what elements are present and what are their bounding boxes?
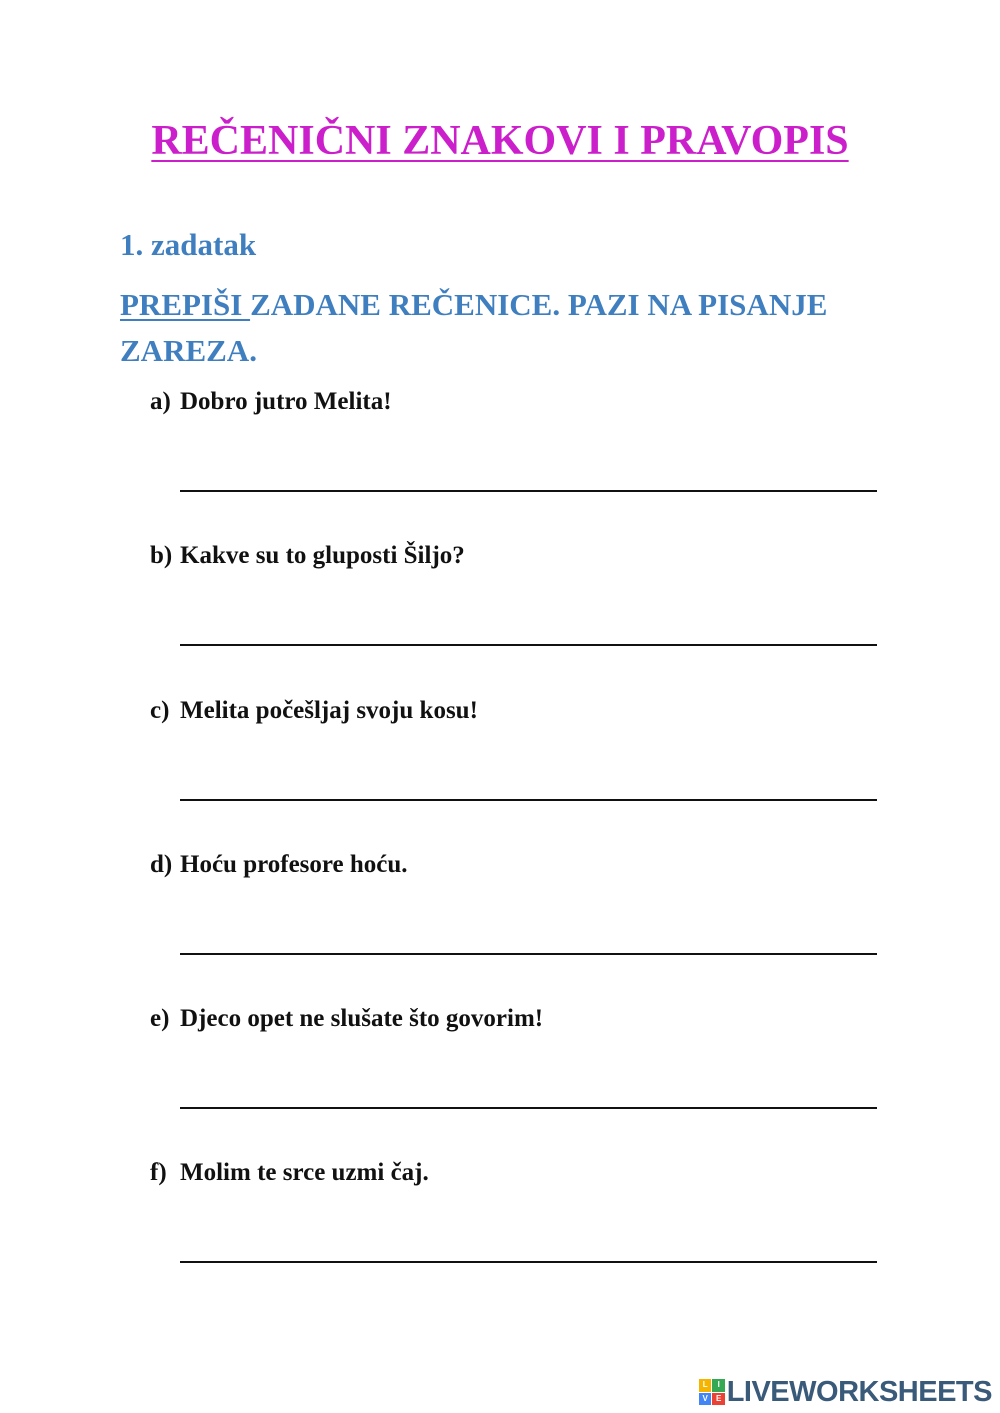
answer-line-a[interactable]: [180, 490, 877, 492]
liveworksheets-logo-icon: L I V E: [699, 1379, 725, 1405]
sentence-text: Molim te srce uzmi čaj.: [180, 1159, 429, 1186]
answer-line-f[interactable]: [180, 1261, 877, 1263]
sentence-text: Dobro jutro Melita!: [180, 388, 392, 415]
sentence-letter: e): [150, 1005, 170, 1032]
answer-line-c[interactable]: [180, 799, 877, 801]
instruction-rest: ZADANE REČENICE. PAZI NA PISANJE ZAREZA.: [120, 287, 828, 368]
sentence-text: Melita počešljaj svoju kosu!: [180, 697, 478, 724]
sentence-letter: b): [150, 542, 173, 569]
sentence-c: [150, 696, 478, 726]
sentence-text: Djeco opet ne slušate što govorim!: [180, 1005, 544, 1032]
task-instruction: [120, 282, 900, 374]
sentence-text: Kakve su to gluposti Šiljo?: [180, 542, 465, 569]
sentence-letter: a): [150, 388, 171, 415]
sentence-d: [150, 850, 408, 880]
answer-line-b[interactable]: [180, 644, 877, 646]
task-label: 1. zadatak: [120, 227, 257, 262]
answer-line-d[interactable]: [180, 953, 877, 955]
liveworksheets-brand: [699, 1377, 992, 1407]
page-title: [0, 118, 1000, 164]
answer-line-e[interactable]: [180, 1107, 877, 1109]
sentence-letter: d): [150, 851, 173, 878]
sentence-text: Hoću profesore hoću.: [180, 851, 408, 878]
page-title-text: REČENIČNI ZNAKOVI I PRAVOPIS: [151, 118, 849, 164]
sentence-a: [150, 387, 392, 417]
instruction-underlined: PREPIŠI: [120, 287, 251, 322]
sentence-letter: f): [150, 1159, 167, 1186]
sentence-e: [150, 1004, 543, 1034]
sentence-f: [150, 1158, 429, 1188]
sentence-letter: c): [150, 697, 170, 724]
sentence-b: [150, 541, 465, 571]
brand-text: LIVEWORKSHEETS: [726, 1375, 992, 1408]
